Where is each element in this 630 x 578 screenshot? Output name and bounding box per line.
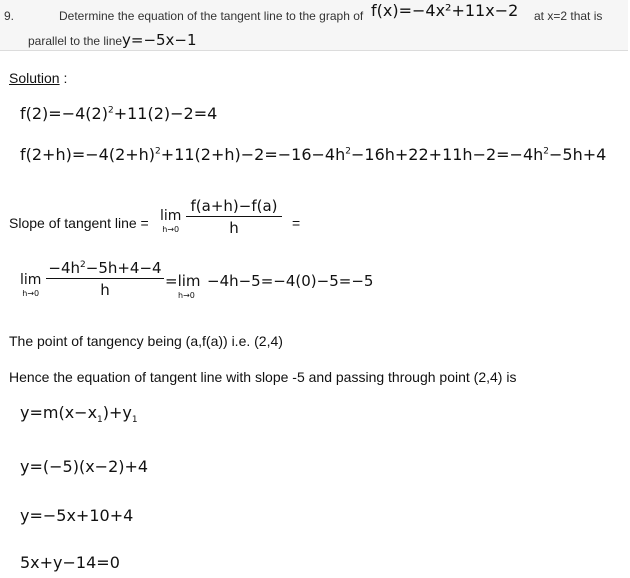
limit-line-numerator bbox=[46, 259, 164, 277]
limit-line-lim-word: lim bbox=[20, 272, 42, 288]
f-of-2-plus-h-equation bbox=[20, 145, 606, 164]
f2h-part-3: −16h+22+11h−2=−4h bbox=[350, 145, 544, 164]
f2h-exp-1: 2 bbox=[155, 146, 161, 157]
slope-label: Slope of tangent line = bbox=[9, 215, 149, 231]
slope-denominator: h bbox=[229, 219, 239, 237]
point-slope-formula bbox=[20, 403, 138, 426]
slope-lim-word: lim bbox=[160, 208, 182, 224]
final-equation: 5x+y−14=0 bbox=[20, 553, 120, 572]
slope-fraction-bar bbox=[186, 216, 282, 217]
question-parallel-line: y=−5x−1 bbox=[122, 31, 197, 49]
question-point-text: at x=2 that is bbox=[534, 9, 603, 23]
limit-num-exp: 2 bbox=[80, 260, 86, 270]
slope-lim-subscript: h→0 bbox=[162, 225, 180, 234]
f-of-2-equation bbox=[20, 104, 217, 123]
limit-line-denominator: h bbox=[100, 281, 110, 299]
question-number: 9. bbox=[4, 9, 15, 23]
limit-num-a: −4h bbox=[48, 259, 81, 277]
solution-heading bbox=[9, 70, 67, 86]
limit-line-result: −4h−5=−4(0)−5=−5 bbox=[207, 272, 374, 290]
question-parallel-text: parallel to the line bbox=[28, 34, 123, 48]
limit-line-eq-lim: =lim bbox=[165, 272, 201, 290]
eq1-sub-1: 1 bbox=[97, 415, 103, 426]
question-prompt: Determine the equation of the tangent line to the graph of bbox=[59, 9, 364, 23]
slope-equals: = bbox=[292, 215, 301, 231]
hence-text: Hence the equation of tangent line with slope -5 and passing through point (2,4) is bbox=[9, 369, 517, 385]
eq1-b: )+y bbox=[102, 403, 132, 422]
limit-line-lim-subscript: h→0 bbox=[22, 289, 40, 298]
f2-lhs: f(2)=−4(2) bbox=[20, 104, 108, 123]
f2-exponent: 2 bbox=[107, 105, 114, 116]
limit-num-b: −5h+4−4 bbox=[85, 259, 162, 277]
slope-numerator: f(a+h)−f(a) bbox=[190, 197, 278, 215]
slope-limit bbox=[160, 208, 181, 234]
substituted-equation: y=(−5)(x−2)+4 bbox=[20, 457, 149, 476]
limit-line-lim bbox=[20, 272, 41, 298]
f2h-part-1: f(2+h)=−4(2+h) bbox=[20, 145, 156, 164]
question-function: f(x)=−4x²+11x−2 bbox=[371, 1, 519, 20]
eq1-sub-2: 1 bbox=[131, 415, 138, 426]
solution-colon: : bbox=[63, 70, 68, 86]
limit-line-fraction-bar bbox=[46, 278, 164, 279]
f2h-exp-2: 2 bbox=[345, 146, 351, 157]
limit-line-lim2-subscript: h→0 bbox=[178, 291, 195, 300]
f2h-exp-3: 2 bbox=[543, 146, 550, 157]
solution-heading-text: Solution bbox=[9, 70, 60, 86]
f2h-part-4: −5h+4 bbox=[549, 145, 607, 164]
f2-rhs: +11(2)−2=4 bbox=[113, 104, 218, 123]
f2h-part-2: +11(2+h)−2=−16−4h bbox=[160, 145, 346, 164]
tangency-text: The point of tangency being (a,f(a)) i.e. (2,4) bbox=[9, 333, 283, 349]
expanded-equation: y=−5x+10+4 bbox=[20, 506, 134, 525]
eq1-a: y=m(x−x bbox=[20, 403, 98, 422]
slope-fraction bbox=[186, 197, 282, 237]
limit-line-fraction bbox=[46, 259, 164, 299]
